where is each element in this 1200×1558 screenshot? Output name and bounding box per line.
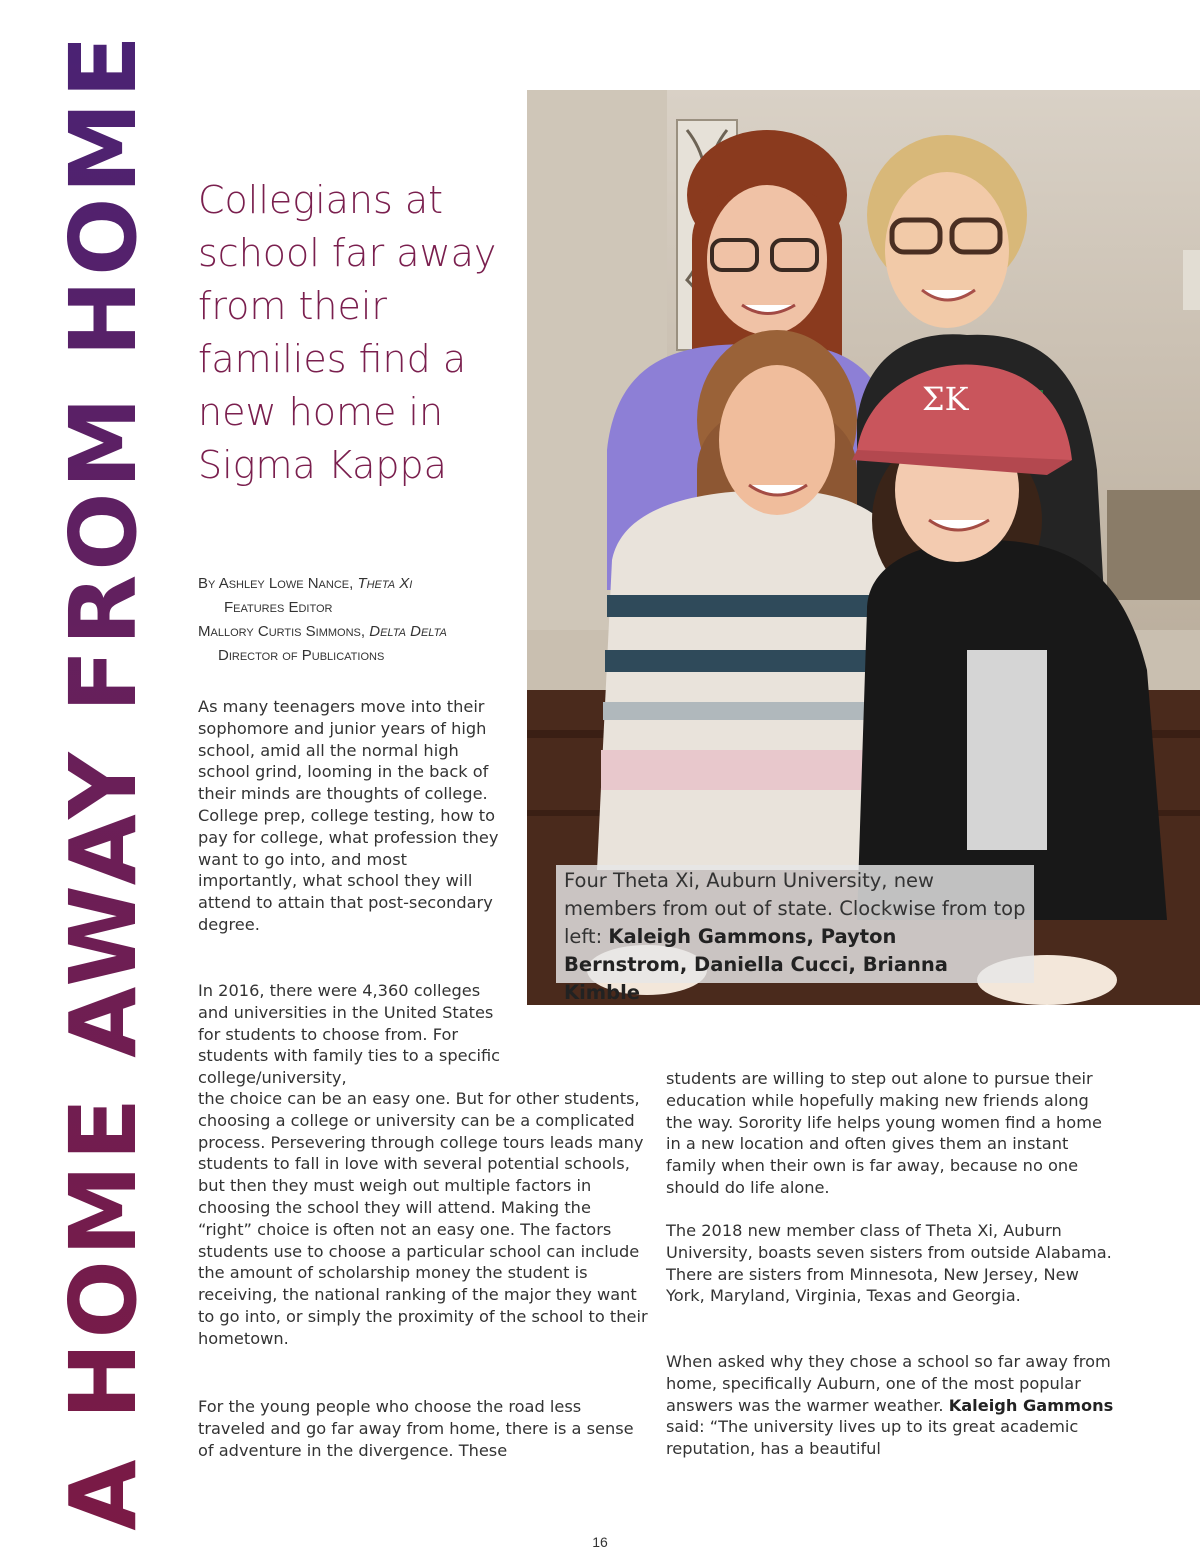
caption-names: Kaleigh Gammons, Payton Bernstrom, Daniella Cucci, Brianna Kimble — [564, 925, 948, 1004]
paragraph-4: students are willing to step out alone to pursue their education while hopefully making new friends along the way. Sorority life helps young women find a home in a new location and often gives them an instant family when their own is far away, because no one should do life alone. — [666, 1069, 1102, 1197]
paragraph-2b: the choice can be an easy one. But for other students, choosing a college or university can be a complicated process. Persevering through college tours leads many students to fall in love with several potential schools, but then they must weigh out multiple factors in choosing the school they will attend. Making the “right” choice is often not an easy one. The factors students use to choose a particular school can include the amount of scholarship money the student is receiving, the national ranking of the major they want to go into, or simply the proximity of the school to their hometown. — [198, 1089, 648, 1348]
author1-chapter: Theta Xi — [357, 575, 413, 592]
vertical-title-text: A HOME AWAY FROM HOME — [50, 31, 157, 1531]
cap-letters: ΣΚ — [922, 380, 969, 418]
paragraph-1: As many teenagers move into their sophomore and junior years of high school, amid all the normal high school grind, looming in the back of their minds are thoughts of college. College prep, college testing, how to pay for college, what profession they want to go into, and most importantly, what school they will attend to attain that post-secondary degree. — [198, 697, 499, 934]
author2-chapter: Delta Delta — [369, 623, 447, 640]
paragraph-6 — [666, 1351, 1116, 1460]
paragraph-6-quote: said: “The university lives up to its great academic reputation, has a beautiful — [666, 1417, 1079, 1459]
paragraph-2a: In 2016, there were 4,360 colleges and universities in the United States for students to choose from. For students with family ties to a specific college/university, — [198, 981, 501, 1088]
paragraph-3: For the young people who choose the road less traveled and go far away from home, there is a sense of adventure in the divergence. These — [198, 1397, 634, 1460]
author1-role: Features Editor — [224, 599, 333, 616]
vertical-title — [50, 31, 157, 1531]
author2-role: Director of Publications — [218, 647, 385, 664]
paragraph-5: The 2018 new member class of Theta Xi, Auburn University, boasts seven sisters from outside Alabama. There are sisters from Minnesota, New Jersey, New York, Maryland, Virginia, Texas and Georgia. — [666, 1221, 1112, 1306]
quoted-name: Kaleigh Gammons — [948, 1395, 1114, 1415]
page-number: 16 — [592, 1534, 608, 1550]
byline-by: By — [198, 575, 216, 592]
author1-name: Ashley Lowe Nance, — [218, 575, 354, 592]
author2-name: Mallory Curtis Simmons, — [198, 623, 366, 640]
paragraph-6-intro: When asked why they chose a school so far away from home, specifically Auburn, one of the most popular answers was the warmer weather. — [666, 1352, 1111, 1415]
caption-text: Four Theta Xi, Auburn University, new members from out of state. Clockwise from top left: — [564, 869, 1026, 948]
byline — [198, 572, 538, 668]
article-subtitle: Collegians at school far away from their families find a new home in Sigma Kappa — [198, 178, 497, 487]
photo-caption — [556, 865, 1034, 1004]
